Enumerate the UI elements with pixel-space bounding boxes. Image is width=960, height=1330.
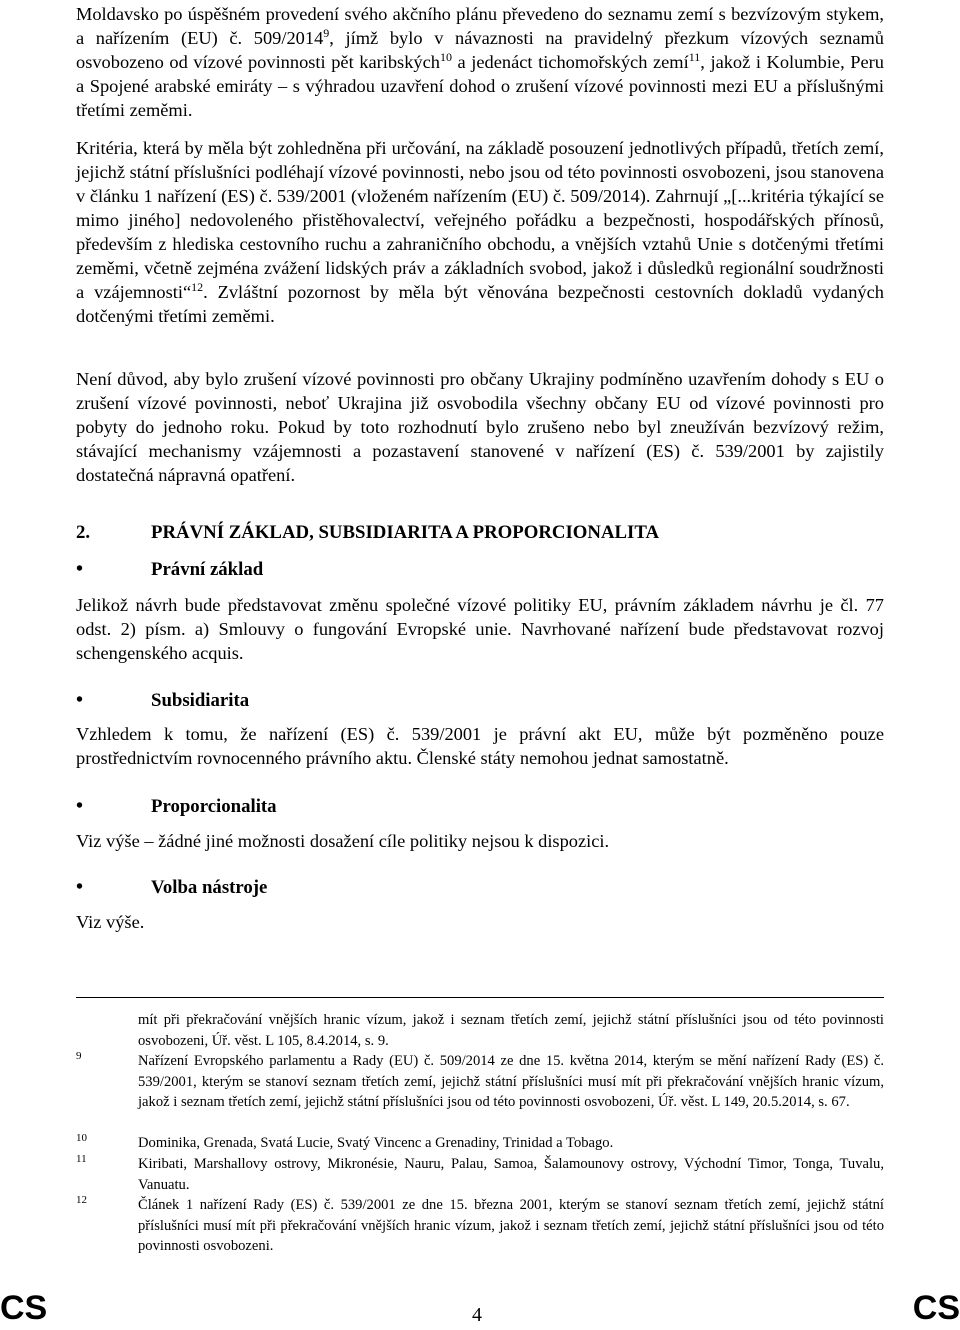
footnote-text-12: Článek 1 nařízení Rady (ES) č. 539/2001 ze dne 15. března 2001, kterým se stanoví seznam třetích zemí, jejichž státní příslušníci musí mít při překračování vnějších hranic vízum, jakož i seznam třetích zemí, jejichž státní příslušníci jsou od této povinnosti osvobozeni.	[138, 1197, 884, 1254]
subsection-title-subsidiarity: Subsidiarita	[151, 690, 250, 711]
body-paragraph-1	[76, 2, 884, 122]
footnote-ref-9[interactable]: 9	[323, 26, 330, 40]
section-title: PRÁVNÍ ZÁKLAD, SUBSIDIARITA A PROPORCIONALITA	[151, 522, 660, 543]
footnote-text-9: Nařízení Evropského parlamentu a Rady (EU) č. 509/2014 ze dne 15. května 2014, kterým se mění nařízení Rady (ES) č. 539/2001, kterým se stanoví seznam třetích zemí, jejichž státní příslušníci musí mít při překračování vnějších hranic vízum, jakož i seznam třetích zemí, jejichž státní příslušníci jsou od této povinnosti osvobozeni, Úř. věst. L 149, 20.5.2014, s. 67.	[138, 1053, 884, 1110]
subsection-heading-subsidiarity	[76, 688, 249, 713]
subsection-title-proportionality: Proporcionalita	[151, 796, 277, 817]
footnote-number-10: 10	[76, 1132, 87, 1144]
footnote-ref-11[interactable]: 11	[688, 50, 701, 64]
body-paragraph-2	[76, 136, 884, 328]
subsection-heading-choice-of-instrument	[76, 875, 267, 900]
section-number: 2.	[76, 522, 91, 543]
paragraph-1-text-a: Moldavsko po úspěšném provedení svého akčního plánu převedeno do seznamu zemí s bezvízovým stykem, a nařízením (EU) č. 509/2014	[76, 4, 884, 48]
footnote-ref-10[interactable]: 10	[439, 50, 452, 64]
footnote-text-11: Kiribati, Marshallovy ostrovy, Mikronésie, Nauru, Palau, Samoa, Šalamounovy ostrovy, Východní Timor, Tonga, Tuvalu, Vanuatu.	[138, 1156, 884, 1193]
subsection-text-subsidiarity: Vzhledem k tomu, že nařízení (ES) č. 539/2001 je právní akt EU, může být pozměněno pouze prostřednictvím rovnocenného právního aktu. Členské státy nemohou jednat samostatně.	[76, 724, 884, 768]
section-heading	[76, 521, 659, 545]
paragraph-2-text-b: . Zvláštní pozornost by měla být věnována bezpečnosti cestovních dokladů vydaných dotčenými třetími zeměmi.	[76, 282, 884, 326]
footnote-number-12: 12	[76, 1194, 87, 1206]
subsection-text-choice-of-instrument: Viz výše.	[76, 912, 145, 932]
footnote-text-10: Dominika, Grenada, Svatá Lucie, Svatý Vincenc a Grenadiny, Trinidad a Tobago.	[138, 1135, 614, 1151]
subsection-heading-proportionality	[76, 794, 277, 819]
subsection-text-legal-basis: Jelikož návrh bude představovat změnu společné vízové politiky EU, právním základem návrhu je čl. 77 odst. 2) písm. a) Smlouvy o fungování Evropské unie. Navrhované nařízení bude představovat rozvoj schengenského acquis.	[76, 595, 884, 663]
bullet-icon: •	[76, 558, 84, 580]
paragraph-1-text-d: , jakož i Kolumbie, Peru a Spojené arabské emiráty – s výhradou uzavření dohod o zrušení vízové povinnosti mezi EU a příslušnými třetími zeměmi.	[76, 52, 884, 120]
bullet-icon: •	[76, 795, 84, 817]
footnote-ref-12[interactable]: 12	[191, 280, 204, 294]
subsection-text-proportionality: Viz výše – žádné jiné možnosti dosažení cíle politiky nejsou k dispozici.	[76, 831, 610, 851]
paragraph-2-text-a: Kritéria, která by měla být zohledněna při určování, na základě posouzení jednotlivých případů, třetích zemí, jejichž státní příslušníci podléhají vízové povinnosti, nebo jsou od této povinnosti osvobozeni, jsou stanovena v článku 1 nařízení (ES) č. 539/2001 (vloženém nařízením (EU) č. 509/2014). Zahrnují „[...kritéria týkající se mimo jiného] nedovoleného přistěhovalectví, veřejného pořádku a bezpečnosti, hospodářských přínosů, především z hlediska cestovního ruchu a zahraničního obchodu, a vnějších vztahů Unie s dotčenými třetími zeměmi, včetně zejména zvážení lidských práv a základních svobod, jakož i důsledků regionální soudržnosti a vzájemnosti“	[76, 138, 884, 302]
body-paragraph-3: Není důvod, aby bylo zrušení vízové povinnosti pro občany Ukrajiny podmíněno uzavřením dohody s EU o zrušení vízové povinnosti, neboť Ukrajina již osvobodila všechny občany EU od vízové povinnosti pro pobyty do jednoho roku. Pokud by toto rozhodnutí bylo zrušeno nebo byl zneužíván bezvízový režim, stávající mechanismy vzájemnosti a pozastavení stanovené v nařízení (ES) č. 539/2001 by zajistily dostatečná nápravná opatření.	[76, 369, 884, 485]
subsection-title-legal-basis: Právní základ	[151, 559, 264, 580]
footnote-number-9: 9	[76, 1050, 82, 1062]
footer-language-code-right: CS	[912, 1289, 960, 1327]
bullet-icon: •	[76, 689, 84, 711]
footnote-separator	[76, 997, 884, 998]
footer-language-code-left: CS	[0, 1289, 48, 1327]
bullet-icon: •	[76, 876, 84, 898]
paragraph-1-text-c: a jedenáct tichomořských zemí	[451, 52, 689, 72]
subsection-heading-legal-basis	[76, 557, 263, 582]
subsection-title-choice-of-instrument: Volba nástroje	[151, 877, 268, 898]
paragraph-1-text-b: , jímž bylo v návaznosti na pravidelný přezkum vízových seznamů osvobozeno od vízové povinnosti pět karibských	[76, 28, 884, 72]
page-number: 4	[472, 1304, 482, 1326]
footnote-number-11: 11	[76, 1153, 87, 1165]
footnote-continuation: mít při překračování vnějších hranic vízum, jakož i seznam třetích zemí, jejichž státní příslušníci jsou od této povinnosti osvobozeni, Úř. věst. L 105, 8.4.2014, s. 9.	[138, 1012, 884, 1049]
